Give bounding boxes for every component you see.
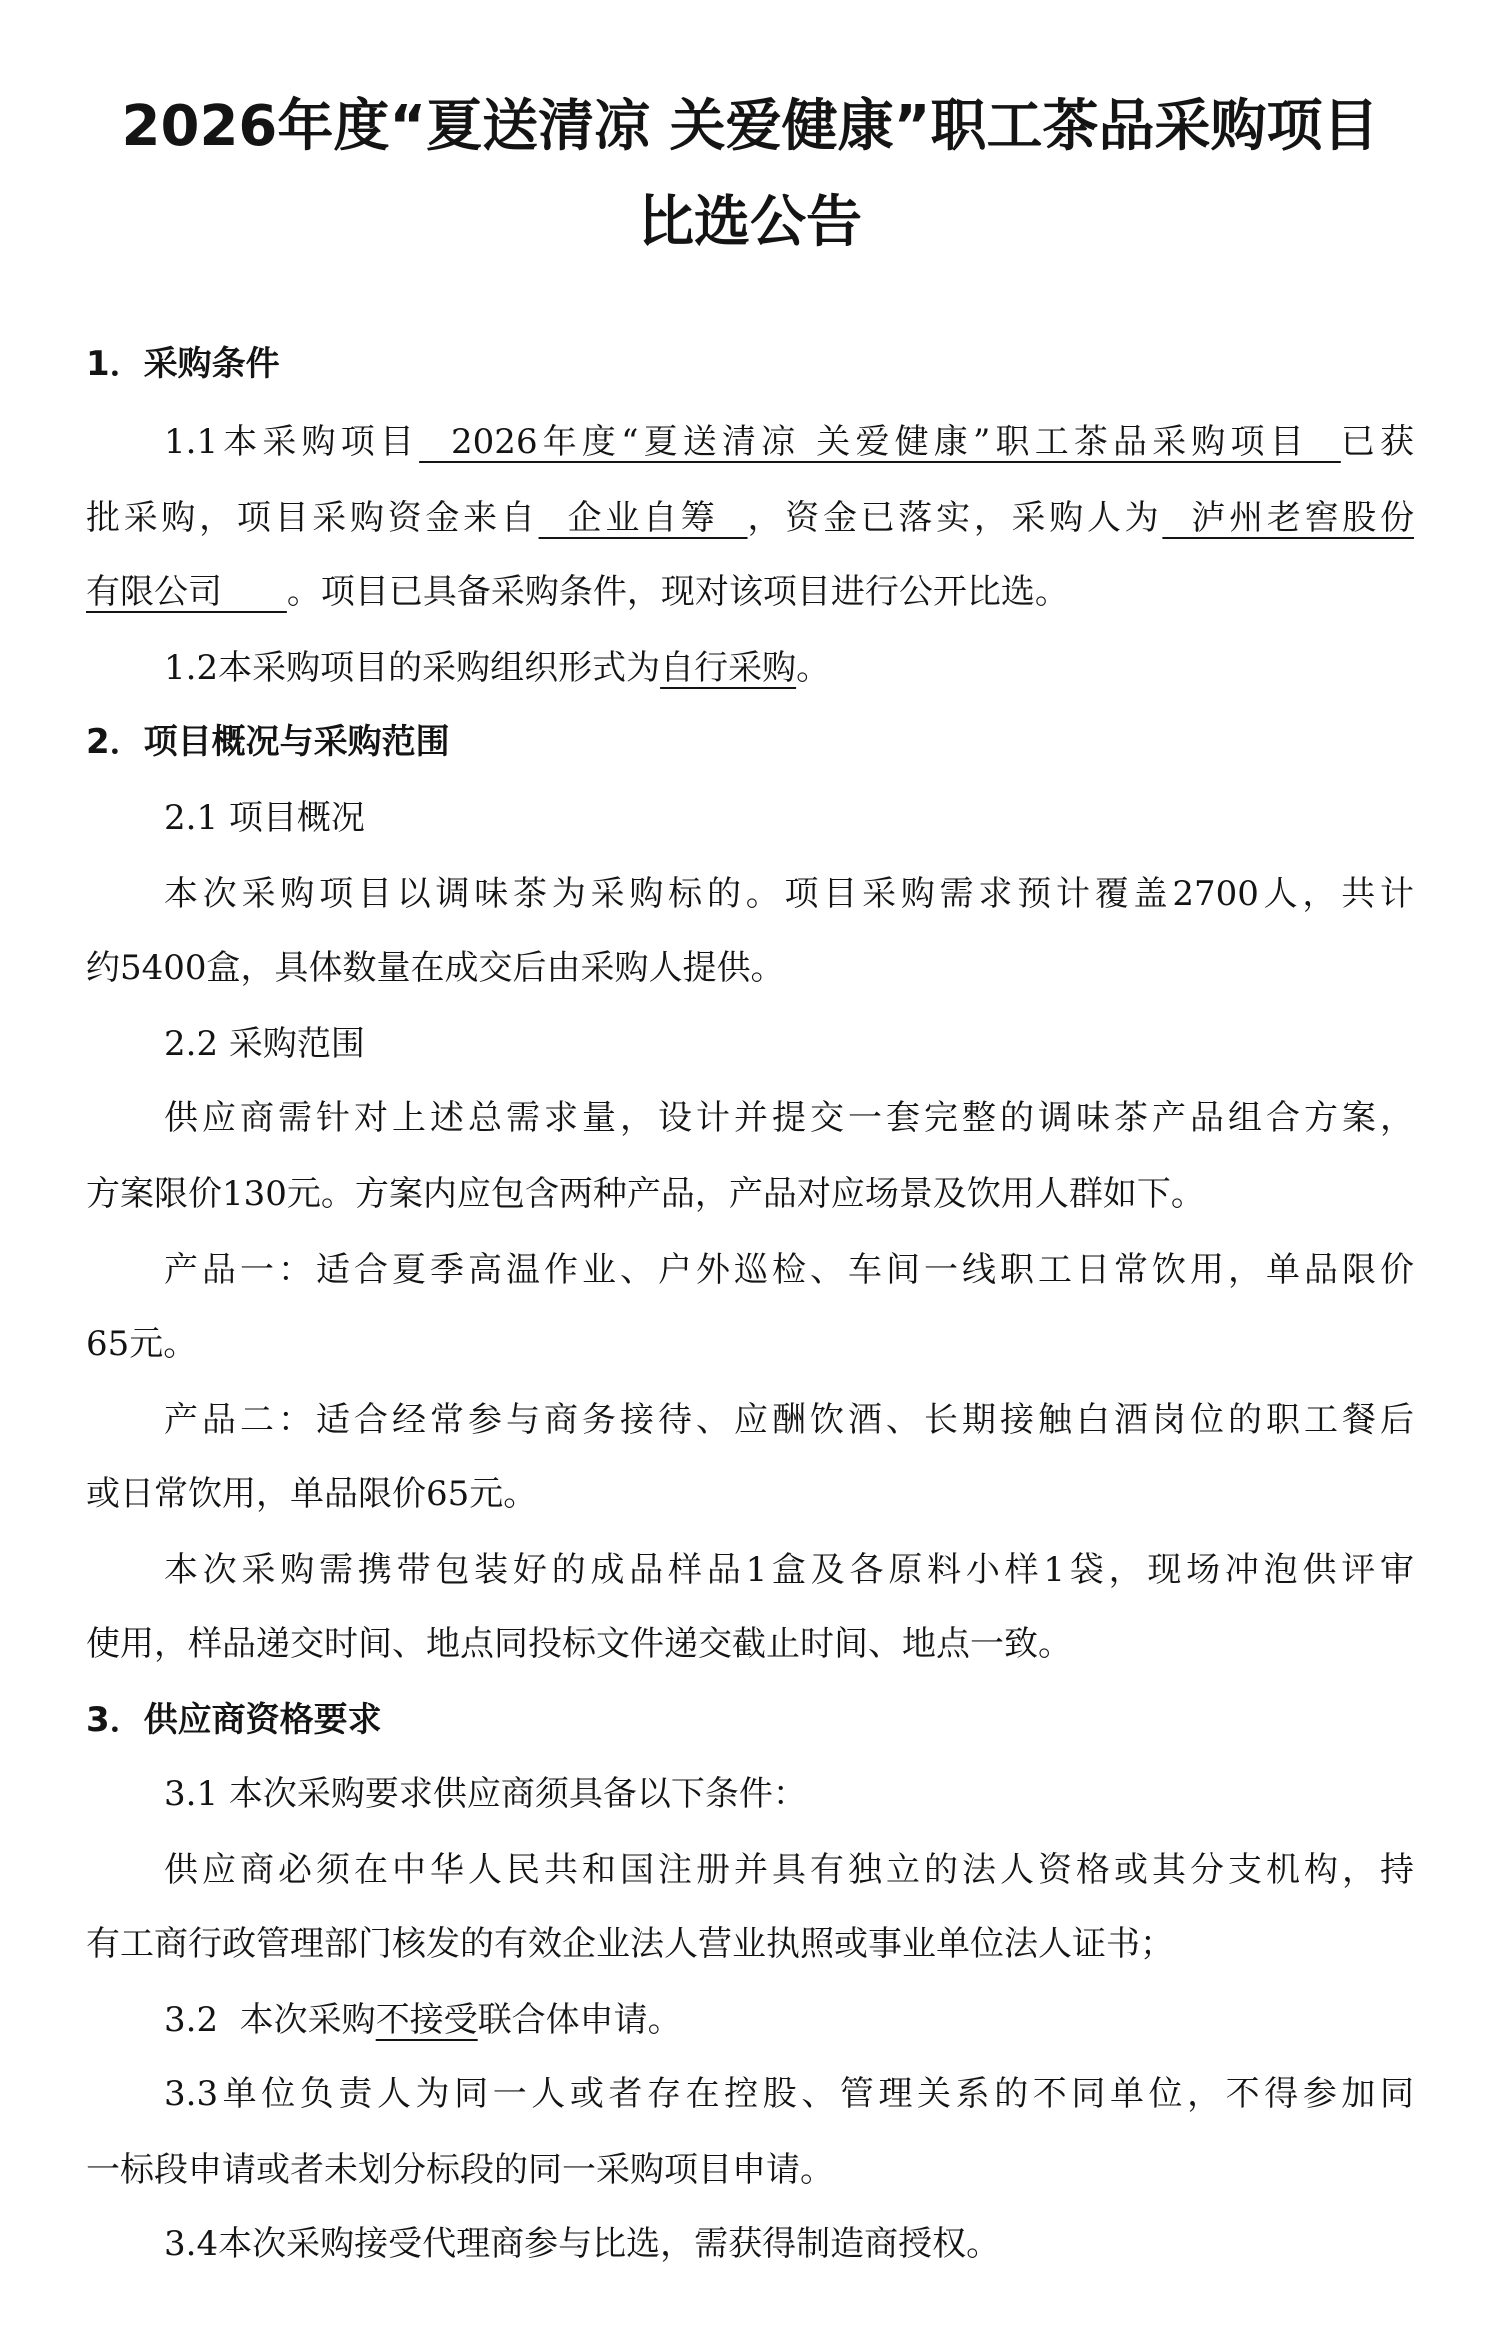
paragraph-1-1-line2	[86, 494, 1414, 542]
product-two-line1: 产品二：适合经常参与商务接待、应酬饮酒、长期接触白酒岗位的职工餐后	[164, 1400, 1414, 1440]
paragraph-2-1-line2: 约5400盒，具体数量在成交后由采购人提供。	[86, 948, 785, 988]
text: 。	[796, 648, 831, 688]
text: 已获	[1340, 422, 1414, 462]
paragraph-3-4: 3.4本次采购接受代理商参与比选，需获得制造商授权。	[164, 2224, 1001, 2264]
text: 联合体申请。	[477, 2000, 682, 2040]
text: 1.2本采购项目的采购组织形式为	[164, 648, 661, 688]
paragraph-1-1-line3	[86, 568, 1414, 616]
paragraph-2-2-line1: 供应商需针对上述总需求量，设计并提交一套完整的调味茶产品组合方案，	[164, 1098, 1414, 1138]
buyer-name-field: 泸州老窖股份	[1162, 498, 1414, 538]
section-heading-supplier-qualification: 3．供应商资格要求	[86, 1700, 382, 1740]
fund-source-field: 企业自筹	[538, 498, 748, 538]
document-title-line1: 2026年度“夏送清凉 关爱健康”职工茶品采购项目	[121, 94, 1379, 159]
paragraph-3-3-line2: 一标段申请或者未划分标段的同一采购项目申请。	[86, 2150, 834, 2190]
project-name-field: 2026年度“夏送清凉 关爱健康”职工茶品采购项目	[419, 422, 1341, 462]
subheading-3-1: 3.1 本次采购要求供应商须具备以下条件：	[164, 1774, 807, 1814]
text: 。项目已具备采购条件，现对该项目进行公开比选。	[286, 572, 1069, 612]
product-two-line2: 或日常饮用，单品限价65元。	[86, 1474, 538, 1514]
paragraph-2-1-line1: 本次采购项目以调味茶为采购标的。项目采购需求预计覆盖2700人，共计	[164, 874, 1414, 914]
text: 3.2 本次采购	[164, 2000, 376, 2040]
paragraph-3-1-line2: 有工商行政管理部门核发的有效企业法人营业执照或事业单位法人证书；	[86, 1924, 1174, 1964]
paragraph-1-1-line1	[164, 418, 1414, 466]
document-title-line2: 比选公告	[638, 190, 862, 255]
buyer-name-field-cont: 有限公司	[86, 572, 287, 612]
paragraph-2-2-line2: 方案限价130元。方案内应包含两种产品，产品对应场景及饮用人群如下。	[86, 1174, 1205, 1214]
section-heading-purchase-conditions: 1．采购条件	[86, 344, 280, 384]
paragraph-3-3-line1: 3.3单位负责人为同一人或者存在控股、管理关系的不同单位，不得参加同	[164, 2074, 1414, 2114]
text: ，资金已落实，采购人为	[747, 498, 1163, 538]
procurement-form-field: 自行采购	[660, 648, 797, 688]
paragraph-1-2	[164, 644, 1492, 692]
text: 1.1本采购项目	[164, 422, 420, 462]
subheading-2-2: 2.2 采购范围	[164, 1024, 365, 1064]
text: 批采购，项目采购资金来自	[86, 498, 539, 538]
section-heading-project-overview: 2．项目概况与采购范围	[86, 722, 450, 762]
sample-requirement-line1: 本次采购需携带包装好的成品样品1盒及各原料小样1袋，现场冲泡供评审	[164, 1550, 1414, 1590]
consortium-not-accepted: 不接受	[375, 2000, 478, 2040]
paragraph-3-1-line1: 供应商必须在中华人民共和国注册并具有独立的法人资格或其分支机构，持	[164, 1850, 1414, 1890]
sample-requirement-line2: 使用，样品递交时间、地点同投标文件递交截止时间、地点一致。	[86, 1624, 1072, 1664]
subheading-2-1: 2.1 项目概况	[164, 798, 365, 838]
product-one-line2: 65元。	[86, 1324, 198, 1364]
product-one-line1: 产品一：适合夏季高温作业、户外巡检、车间一线职工日常饮用，单品限价	[164, 1250, 1414, 1290]
paragraph-3-2	[164, 1996, 1492, 2044]
